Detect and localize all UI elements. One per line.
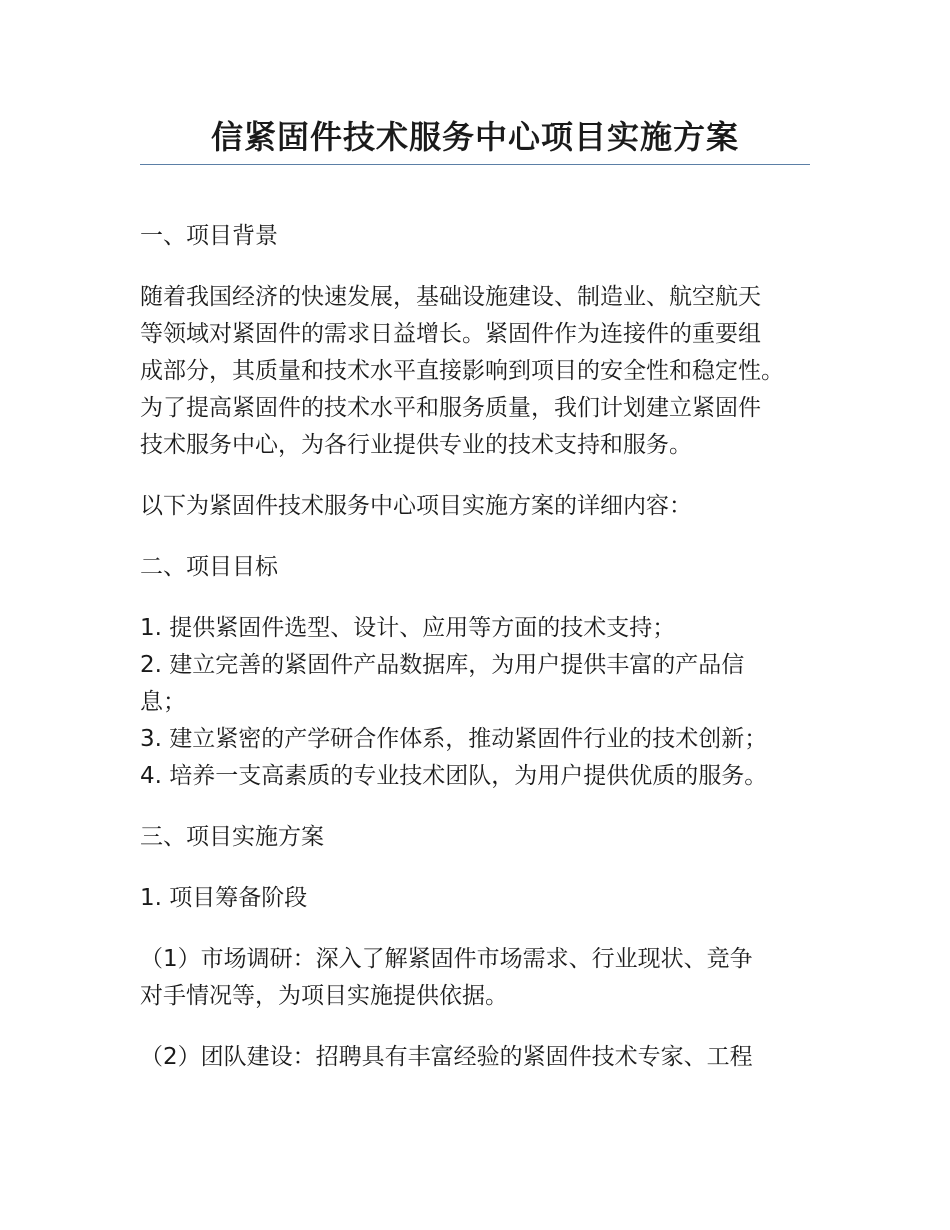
section-heading-goals: 二、项目目标 xyxy=(140,554,278,580)
section-heading-background: 一、项目背景 xyxy=(140,223,278,249)
list-item: 1. 提供紧固件选型、设计、应用等方面的技术支持； xyxy=(140,615,676,641)
goals-list xyxy=(140,610,830,795)
paragraph-line: （1）市场调研：深入了解紧固件市场需求、行业现状、竞争 xyxy=(140,946,753,972)
background-paragraph xyxy=(140,279,830,464)
phase-heading: 1. 项目筹备阶段 xyxy=(140,885,308,911)
list-item: 2. 建立完善的紧固件产品数据库，为用户提供丰富的产品信 xyxy=(140,652,745,678)
document-title: 信紧固件技术服务中心项目实施方案 xyxy=(210,118,739,156)
intro-paragraph: 以下为紧固件技术服务中心项目实施方案的详细内容： xyxy=(140,493,692,519)
paragraph-line: （2）团队建设：招聘具有丰富经验的紧固件技术专家、工程 xyxy=(140,1044,753,1070)
paragraph-line: 技术服务中心，为各行业提供专业的技术支持和服务。 xyxy=(140,432,692,458)
section-heading-plan: 三、项目实施方案 xyxy=(140,824,324,850)
paragraph-line: 随着我国经济的快速发展，基础设施建设、制造业、航空航天 xyxy=(140,284,761,310)
paragraph-line: 对手情况等，为项目实施提供依据。 xyxy=(140,983,508,1009)
list-item: 3. 建立紧密的产学研合作体系，推动紧固件行业的技术创新； xyxy=(140,726,768,752)
list-item: 息； xyxy=(140,689,186,715)
paragraph-line: 为了提高紧固件的技术水平和服务质量，我们计划建立紧固件 xyxy=(140,395,761,421)
list-item: 4. 培养一支高素质的专业技术团队，为用户提供优质的服务。 xyxy=(140,763,768,789)
phase-item-market-research xyxy=(140,941,830,1015)
title-divider xyxy=(140,164,810,165)
phase-item-team-building xyxy=(140,1039,830,1076)
paragraph-line: 等领域对紧固件的需求日益增长。紧固件作为连接件的重要组 xyxy=(140,321,761,347)
document-body xyxy=(140,218,830,1076)
paragraph-line: 成部分，其质量和技术水平直接影响到项目的安全性和稳定性。 xyxy=(140,358,784,384)
